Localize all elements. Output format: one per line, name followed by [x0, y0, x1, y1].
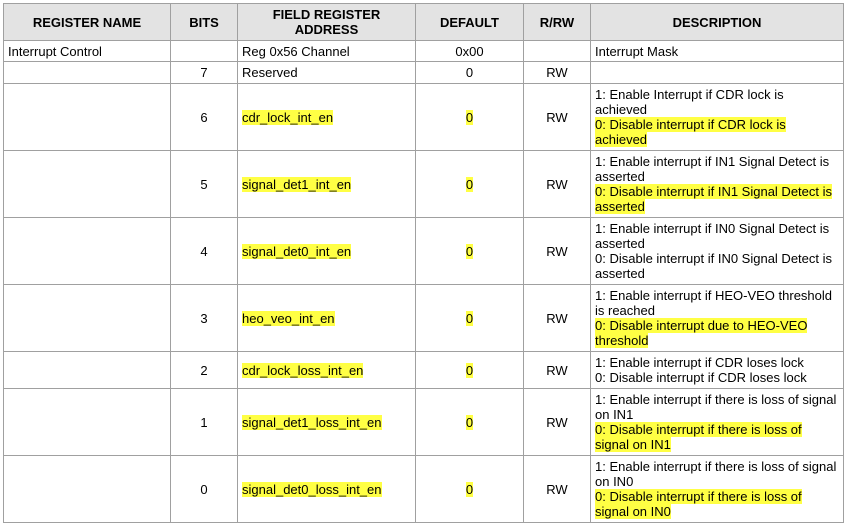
row-description — [591, 84, 844, 151]
summary-row — [4, 41, 844, 62]
header-row — [4, 4, 844, 41]
header-default: DEFAULT — [416, 4, 524, 41]
row-field — [238, 84, 416, 151]
summary-rrw — [524, 41, 591, 62]
default-highlight: 0 — [465, 310, 474, 326]
row-bit: 4 — [171, 218, 238, 285]
table-row — [4, 218, 844, 285]
header-description: DESCRIPTION — [591, 4, 844, 41]
summary-description: Interrupt Mask — [591, 41, 844, 62]
row-register-name — [4, 84, 171, 151]
summary-register-name: Interrupt Control — [4, 41, 171, 62]
summary-default: 0x00 — [416, 41, 524, 62]
row-bit: 7 — [171, 62, 238, 84]
desc-enable: 1: Enable interrupt if CDR loses lock — [595, 355, 804, 370]
table-row — [4, 389, 844, 456]
field-name-highlight: cdr_lock_int_en — [242, 109, 334, 125]
default-highlight: 0 — [465, 362, 474, 378]
table-row — [4, 285, 844, 352]
field-name-highlight: heo_veo_int_en — [242, 310, 335, 326]
default-highlight: 0 — [465, 243, 474, 259]
field-name-highlight: cdr_lock_loss_int_en — [242, 362, 364, 378]
desc-enable: 1: Enable Interrupt if CDR lock is achieved — [595, 87, 784, 117]
row-default: 0 — [416, 62, 524, 84]
register-table — [3, 3, 844, 523]
desc-disable-highlight: 0: Disable interrupt due to HEO-VEO threshold — [595, 318, 808, 348]
desc-disable-highlight: 0: Disable interrupt if there is loss of signal on IN1 — [595, 422, 802, 452]
row-bit: 3 — [171, 285, 238, 352]
row-field — [238, 151, 416, 218]
default-highlight: 0 — [465, 414, 474, 430]
row-rrw: RW — [524, 151, 591, 218]
desc-enable: 1: Enable interrupt if IN0 Signal Detect is asserted — [595, 221, 830, 251]
desc-disable: 0: Disable interrupt if IN0 Signal Detect is asserted — [595, 251, 832, 281]
row-register-name — [4, 389, 171, 456]
row-bit: 0 — [171, 456, 238, 523]
row-default — [416, 456, 524, 523]
row-bit: 2 — [171, 352, 238, 389]
row-register-name — [4, 352, 171, 389]
table-row — [4, 456, 844, 523]
header-register-name: REGISTER NAME — [4, 4, 171, 41]
row-register-name — [4, 151, 171, 218]
row-description — [591, 151, 844, 218]
row-description — [591, 218, 844, 285]
row-default — [416, 218, 524, 285]
row-register-name — [4, 62, 171, 84]
row-rrw: RW — [524, 456, 591, 523]
row-rrw: RW — [524, 352, 591, 389]
table-row — [4, 151, 844, 218]
row-field — [238, 218, 416, 285]
row-description — [591, 389, 844, 456]
row-field: Reserved — [238, 62, 416, 84]
field-name-highlight: signal_det1_loss_int_en — [242, 414, 382, 430]
field-name-highlight: signal_det1_int_en — [242, 176, 352, 192]
desc-enable: 1: Enable interrupt if there is loss of signal on IN0 — [595, 459, 837, 489]
desc-disable: 0: Disable interrupt if CDR loses lock — [595, 370, 807, 385]
row-default — [416, 352, 524, 389]
row-default — [416, 285, 524, 352]
table-row — [4, 352, 844, 389]
row-field — [238, 456, 416, 523]
desc-disable-highlight: 0: Disable interrupt if CDR lock is achieved — [595, 117, 786, 147]
row-description — [591, 285, 844, 352]
row-rrw: RW — [524, 389, 591, 456]
row-rrw: RW — [524, 84, 591, 151]
row-rrw: RW — [524, 285, 591, 352]
header-bits: BITS — [171, 4, 238, 41]
row-register-name — [4, 285, 171, 352]
table-row — [4, 62, 844, 84]
field-name-highlight: signal_det0_loss_int_en — [242, 481, 382, 497]
table-row — [4, 84, 844, 151]
row-default — [416, 84, 524, 151]
row-bit: 5 — [171, 151, 238, 218]
desc-enable: 1: Enable interrupt if HEO-VEO threshold is reached — [595, 288, 833, 318]
row-field — [238, 285, 416, 352]
default-highlight: 0 — [465, 176, 474, 192]
field-name-highlight: signal_det0_int_en — [242, 243, 352, 259]
desc-disable-highlight: 0: Disable interrupt if IN1 Signal Detect is asserted — [595, 184, 832, 214]
row-description — [591, 352, 844, 389]
row-rrw: RW — [524, 62, 591, 84]
row-description — [591, 456, 844, 523]
default-highlight: 0 — [465, 109, 474, 125]
row-rrw: RW — [524, 218, 591, 285]
row-default — [416, 151, 524, 218]
row-register-name — [4, 218, 171, 285]
summary-bits — [171, 41, 238, 62]
summary-field: Reg 0x56 Channel — [238, 41, 416, 62]
row-bit: 6 — [171, 84, 238, 151]
row-field — [238, 389, 416, 456]
row-description — [591, 62, 844, 84]
header-rrw: R/RW — [524, 4, 591, 41]
header-field-register-address: FIELD REGISTER ADDRESS — [238, 4, 416, 41]
desc-enable: 1: Enable interrupt if IN1 Signal Detect is asserted — [595, 154, 830, 184]
row-field — [238, 352, 416, 389]
desc-enable: 1: Enable interrupt if there is loss of signal on IN1 — [595, 392, 837, 422]
row-register-name — [4, 456, 171, 523]
row-default — [416, 389, 524, 456]
default-highlight: 0 — [465, 481, 474, 497]
desc-disable-highlight: 0: Disable interrupt if there is loss of signal on IN0 — [595, 489, 802, 519]
row-bit: 1 — [171, 389, 238, 456]
